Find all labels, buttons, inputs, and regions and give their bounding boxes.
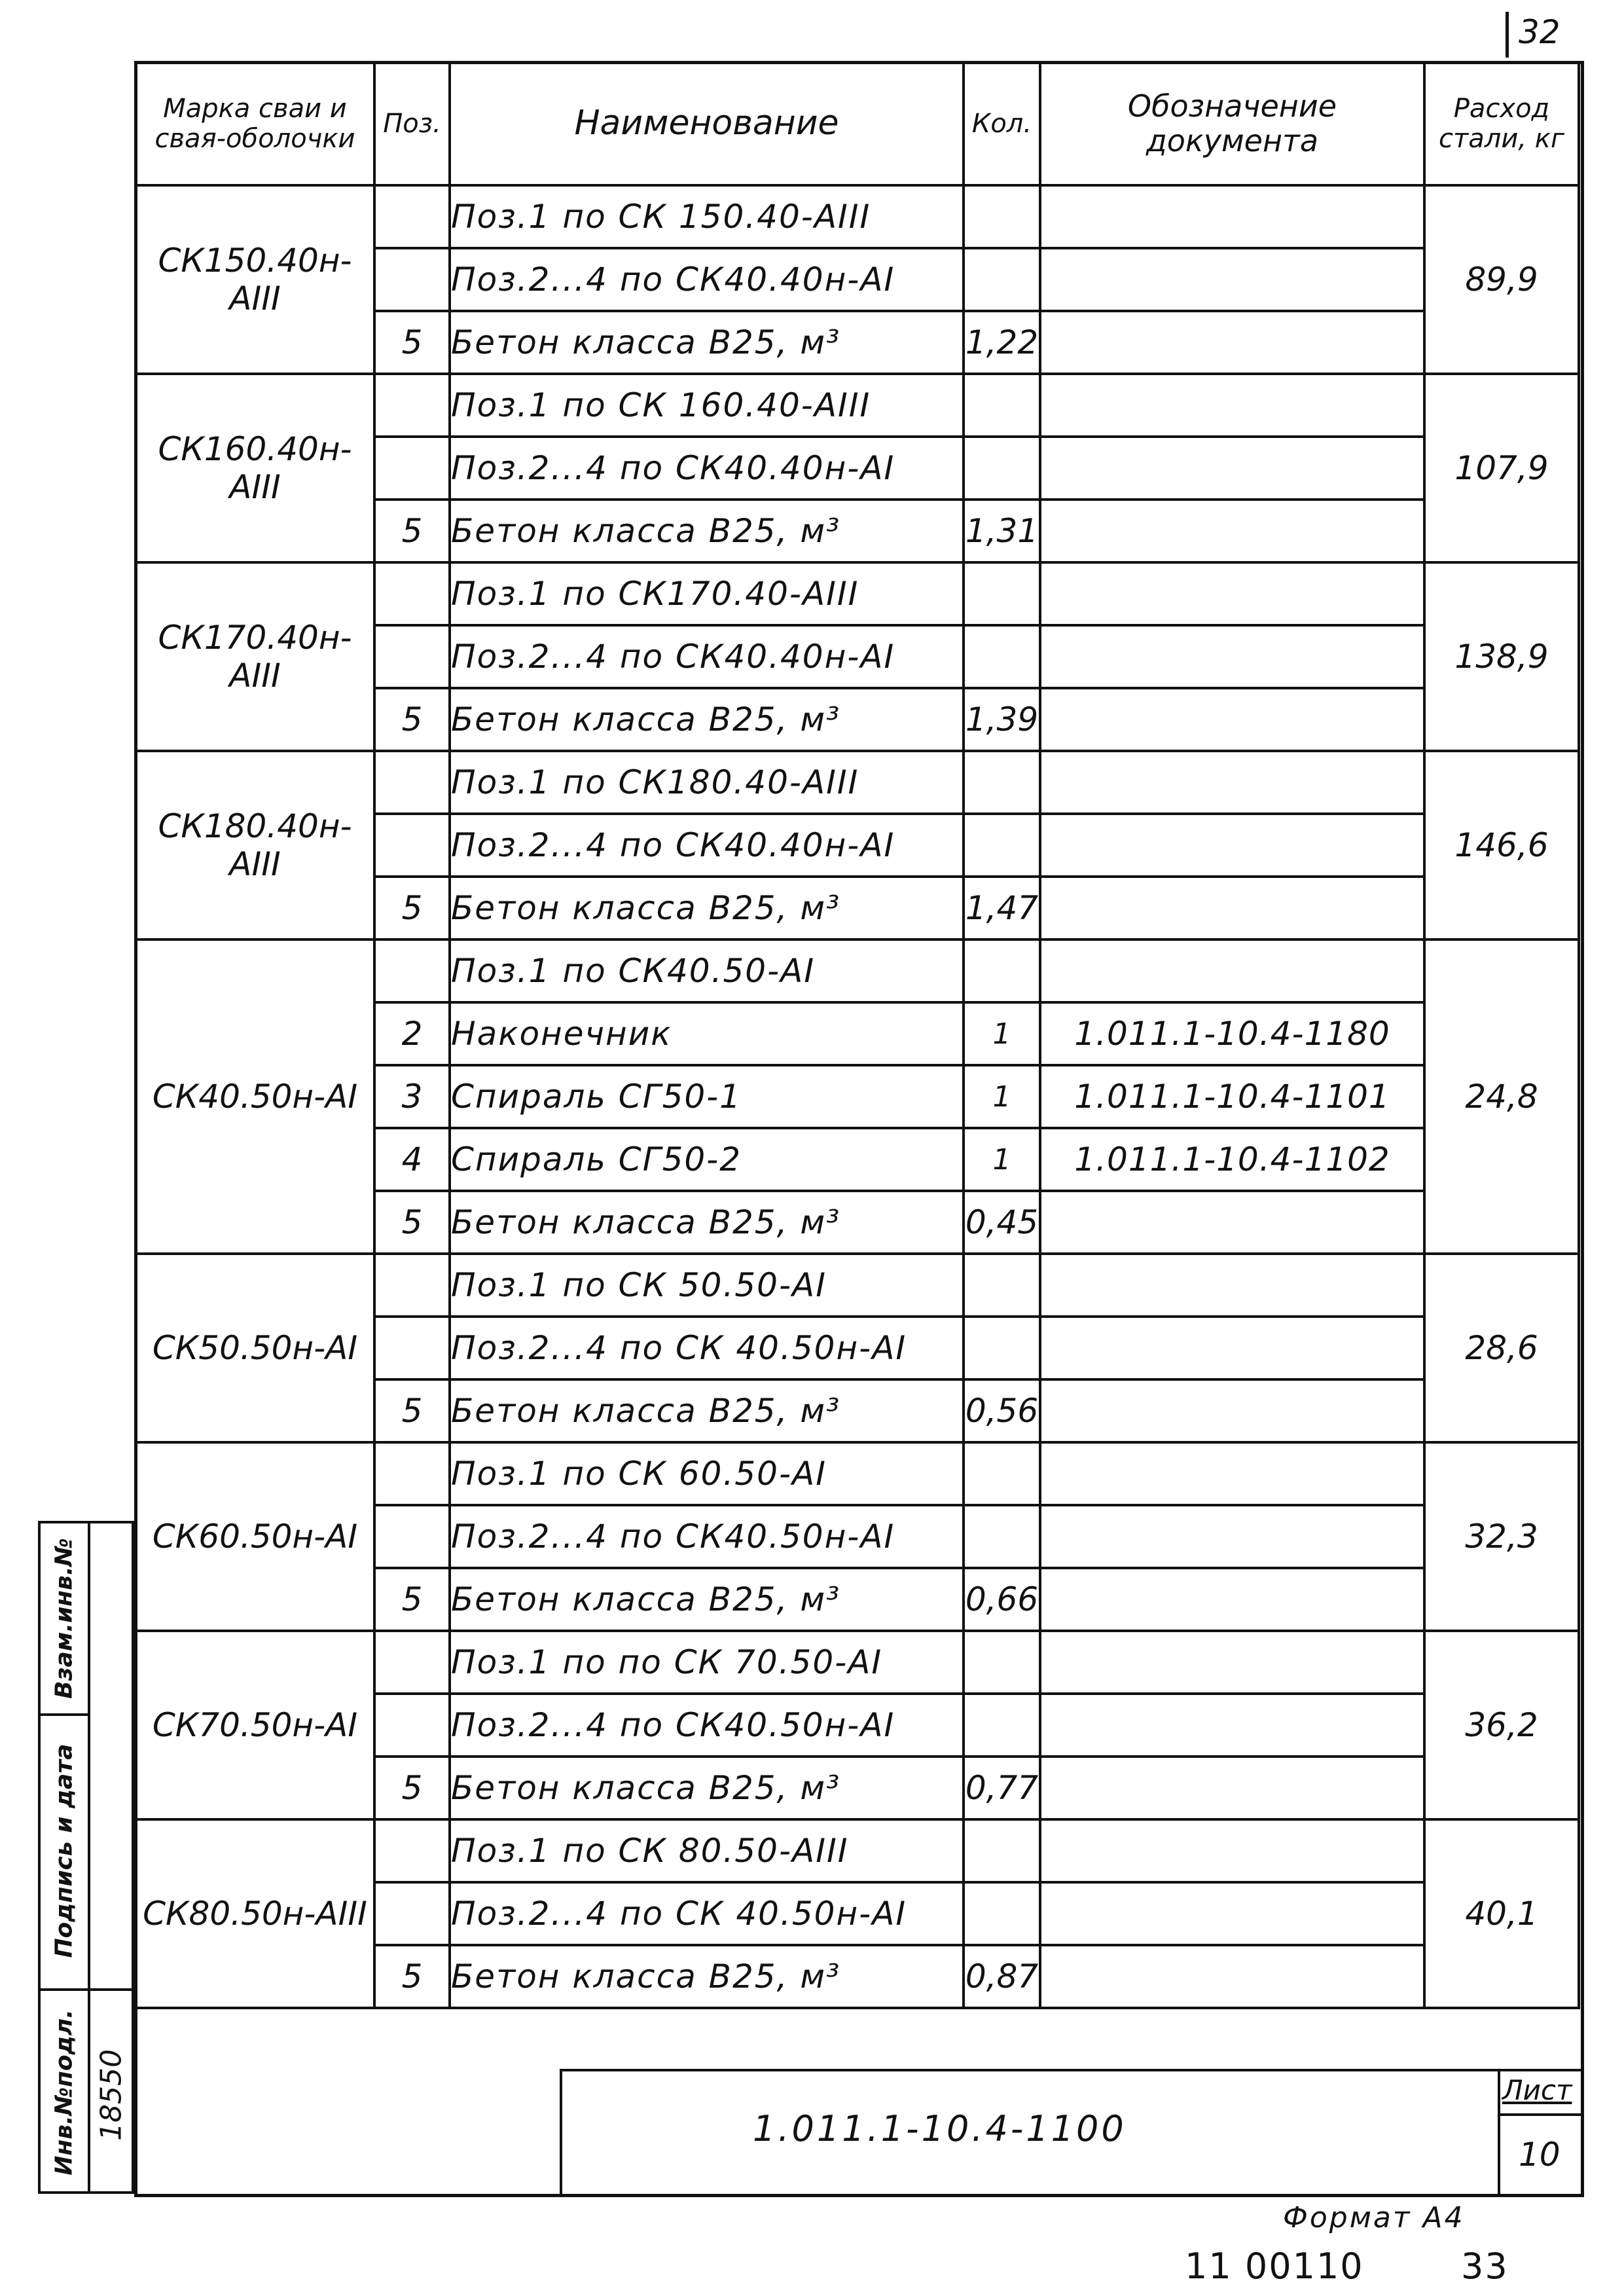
quantity-cell: 1,22 bbox=[964, 311, 1040, 374]
item-name: Поз.1 по СК40.50-АI bbox=[450, 939, 964, 1002]
pile-mark: СК170.40н-АIII bbox=[135, 562, 374, 751]
quantity-cell: 1 bbox=[964, 1065, 1040, 1128]
document-ref: 1.011.1-10.4-1101 bbox=[1040, 1065, 1424, 1128]
archive-number bbox=[1185, 2246, 1509, 2287]
item-name: Поз.1 по СК 150.40-АIII bbox=[450, 185, 964, 248]
pile-mark: СК70.50н-АI bbox=[135, 1631, 374, 1819]
inv-orig-label: Инв.№подл. bbox=[50, 2009, 78, 2176]
position-cell: 2 bbox=[374, 1002, 450, 1065]
sheet-label: Лист bbox=[1502, 2074, 1572, 2106]
quantity-cell: 0,77 bbox=[964, 1757, 1040, 1819]
steel-consumption: 24,8 bbox=[1424, 939, 1579, 1254]
header-doc: Обозначение документа bbox=[1040, 62, 1424, 185]
steel-consumption: 40,1 bbox=[1424, 1819, 1579, 2008]
quantity-cell: 0,87 bbox=[964, 1945, 1040, 2008]
pile-mark: СК80.50н-АIII bbox=[135, 1819, 374, 2008]
position-cell: 5 bbox=[374, 877, 450, 939]
position-cell: 5 bbox=[374, 500, 450, 562]
item-name: Поз.1 по СК 60.50-АI bbox=[450, 1442, 964, 1505]
page-number: 32 bbox=[1519, 13, 1561, 51]
side-stamp-values bbox=[88, 1523, 135, 2191]
quantity-cell: 1 bbox=[964, 1128, 1040, 1191]
pile-mark: СК40.50н-АI bbox=[135, 939, 374, 1254]
sheet-number: 10 bbox=[1519, 2136, 1561, 2174]
pile-mark: СК60.50н-АI bbox=[135, 1442, 374, 1631]
item-name: Бетон класса В25, м³ bbox=[450, 1757, 964, 1819]
item-name: Поз.2...4 по СК40.40н-АI bbox=[450, 625, 964, 688]
document-code: 1.011.1-10.4-1100 bbox=[753, 2108, 1127, 2149]
item-name: Поз.2...4 по СК40.40н-АI bbox=[450, 248, 964, 311]
position-cell: 5 bbox=[374, 1191, 450, 1254]
steel-consumption: 146,6 bbox=[1424, 751, 1579, 939]
document-ref: 1.011.1-10.4-1180 bbox=[1040, 1002, 1424, 1065]
pile-mark: СК150.40н-АIII bbox=[135, 185, 374, 374]
steel-consumption: 107,9 bbox=[1424, 374, 1579, 562]
steel-consumption: 89,9 bbox=[1424, 185, 1579, 374]
position-cell: 4 bbox=[374, 1128, 450, 1191]
inv-orig-cell bbox=[41, 1988, 88, 2196]
quantity-cell: 1,47 bbox=[964, 877, 1040, 939]
item-name: Бетон класса В25, м³ bbox=[450, 877, 964, 939]
item-name: Поз.1 по СК 160.40-АIII bbox=[450, 374, 964, 437]
steel-consumption: 138,9 bbox=[1424, 562, 1579, 751]
archive-page: 33 bbox=[1461, 2246, 1509, 2287]
item-name: Поз.1 по СК 80.50-АIII bbox=[450, 1819, 964, 1882]
position-cell: 5 bbox=[374, 311, 450, 374]
item-name: Поз.1 по СК180.40-АIII bbox=[450, 751, 964, 814]
page-number-divider bbox=[1506, 12, 1509, 58]
position-cell: 3 bbox=[374, 1065, 450, 1128]
quantity-cell: 1 bbox=[964, 1002, 1040, 1065]
quantity-cell: 1,39 bbox=[964, 688, 1040, 751]
steel-consumption: 36,2 bbox=[1424, 1631, 1579, 1819]
item-name: Поз.1 по СК 50.50-АI bbox=[450, 1254, 964, 1317]
item-name: Поз.1 по СК170.40-АIII bbox=[450, 562, 964, 625]
position-cell: 5 bbox=[374, 1379, 450, 1442]
item-name: Бетон класса В25, м³ bbox=[450, 688, 964, 751]
position-cell: 5 bbox=[374, 688, 450, 751]
quantity-cell: 0,45 bbox=[964, 1191, 1040, 1254]
sheet-divider bbox=[1498, 2113, 1584, 2116]
side-stamp bbox=[38, 1521, 134, 2194]
replace-inv-label: Взам.инв.№ bbox=[50, 1538, 78, 1699]
quantity-cell: 1,31 bbox=[964, 500, 1040, 562]
drawing-frame bbox=[134, 61, 1584, 2197]
item-name: Спираль СГ50-2 bbox=[450, 1128, 964, 1191]
inv-orig-value-cell bbox=[88, 1988, 135, 2199]
item-name: Поз.2...4 по СК40.40н-АI bbox=[450, 814, 964, 877]
side-stamp-labels bbox=[41, 1523, 90, 2191]
header-qty: Кол. bbox=[964, 62, 1040, 185]
replace-inv-cell bbox=[41, 1523, 88, 1716]
item-name: Поз.2...4 по СК 40.50н-АI bbox=[450, 1882, 964, 1945]
header-mark: Марка сваи и свая-оболочки bbox=[135, 62, 374, 185]
document-ref: 1.011.1-10.4-1102 bbox=[1040, 1128, 1424, 1191]
item-name: Поз.1 по по СК 70.50-АI bbox=[450, 1631, 964, 1694]
item-name: Поз.2...4 по СК40.50н-АI bbox=[450, 1505, 964, 1568]
item-name: Бетон класса В25, м³ bbox=[450, 1568, 964, 1631]
position-cell: 5 bbox=[374, 1945, 450, 2008]
pile-mark: СК50.50н-АI bbox=[135, 1254, 374, 1442]
steel-consumption: 32,3 bbox=[1424, 1442, 1579, 1631]
pile-mark: СК180.40н-АIII bbox=[135, 751, 374, 939]
archive-number-value: 11 00110 bbox=[1185, 2246, 1364, 2287]
header-name: Наименование bbox=[450, 62, 964, 185]
item-name: Бетон класса В25, м³ bbox=[450, 1945, 964, 2008]
sign-date-cell bbox=[41, 1713, 88, 1991]
sign-date-label: Подпись и дата bbox=[50, 1743, 78, 1958]
item-name: Наконечник bbox=[450, 1002, 964, 1065]
item-name: Бетон класса В25, м³ bbox=[450, 500, 964, 562]
position-cell: 5 bbox=[374, 1568, 450, 1631]
quantity-cell: 0,56 bbox=[964, 1379, 1040, 1442]
item-name: Спираль СГ50-1 bbox=[450, 1065, 964, 1128]
item-name: Бетон класса В25, м³ bbox=[450, 1379, 964, 1442]
header-pos: Поз. bbox=[374, 62, 450, 185]
inv-orig-value: 18550 bbox=[94, 2049, 128, 2141]
item-name: Поз.2...4 по СК 40.50н-АI bbox=[450, 1317, 964, 1379]
item-name: Поз.2...4 по СК40.40н-АI bbox=[450, 437, 964, 500]
item-name: Поз.2...4 по СК40.50н-АI bbox=[450, 1694, 964, 1757]
header-steel: Расход стали, кг bbox=[1424, 62, 1579, 185]
position-cell: 5 bbox=[374, 1757, 450, 1819]
item-name: Бетон класса В25, м³ bbox=[450, 1191, 964, 1254]
item-name: Бетон класса В25, м³ bbox=[450, 311, 964, 374]
steel-consumption: 28,6 bbox=[1424, 1254, 1579, 1442]
pile-mark: СК160.40н-АIII bbox=[135, 374, 374, 562]
quantity-cell: 0,66 bbox=[964, 1568, 1040, 1631]
format-label: Формат А4 bbox=[1283, 2201, 1465, 2234]
